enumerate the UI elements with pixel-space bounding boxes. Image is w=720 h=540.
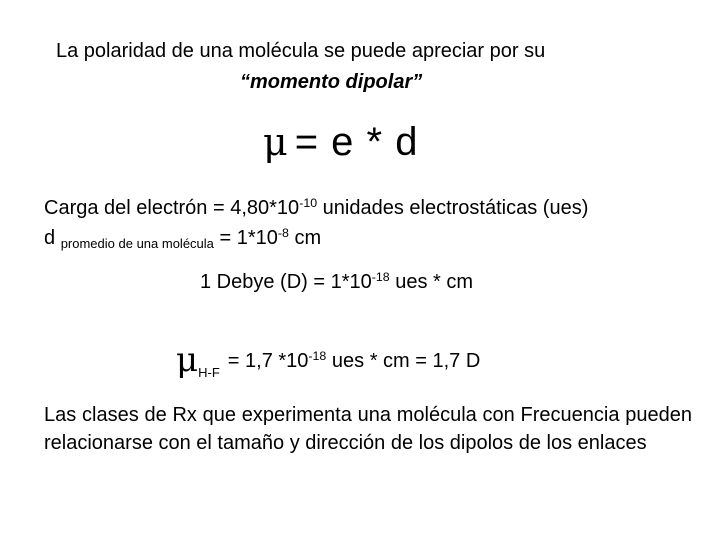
average-distance-line: [44, 227, 321, 250]
xray-paragraph: Las clases de Rx que experimenta una molécula con Frecuencia pueden relacionarse con el tamaño y dirección de los dipolos de los enlaces: [44, 404, 692, 454]
intro-text-line1: La polaridad de una molécula se puede apreciar por su: [56, 40, 546, 62]
distance-prefix: d: [44, 227, 61, 249]
debye-exponent: -18: [371, 270, 390, 285]
charge-exponent: -10: [299, 196, 318, 211]
distance-subscript: promedio de una molécula: [60, 236, 214, 251]
hf-dipole-line: [176, 336, 481, 380]
distance-exponent: -8: [277, 226, 289, 241]
distance-suffix: cm: [288, 227, 322, 249]
debye-suffix: ues * cm: [389, 271, 474, 293]
debye-definition-line: [200, 271, 473, 294]
hf-exponent: -18: [308, 349, 327, 364]
charge-prefix: Carga del electrón = 4,80*10: [44, 197, 300, 219]
distance-middle: = 1*10: [213, 227, 278, 249]
hf-prefix: = 1,7 *10: [227, 350, 309, 372]
electron-charge-line: [44, 197, 588, 220]
hf-suffix: ues * cm = 1,7 D: [326, 350, 481, 372]
intro-text-line2-dipole-moment: “momento dipolar”: [240, 71, 423, 93]
mu-symbol-large: μ: [176, 340, 199, 380]
debye-prefix: 1 Debye (D) = 1*10: [200, 271, 372, 293]
formula-rest: = e * d: [294, 120, 419, 164]
hf-subscript: H-F: [198, 365, 220, 380]
charge-suffix: unidades electrostáticas (ues): [317, 197, 589, 219]
dipole-formula: [263, 120, 418, 165]
mu-symbol: μ: [263, 120, 289, 164]
